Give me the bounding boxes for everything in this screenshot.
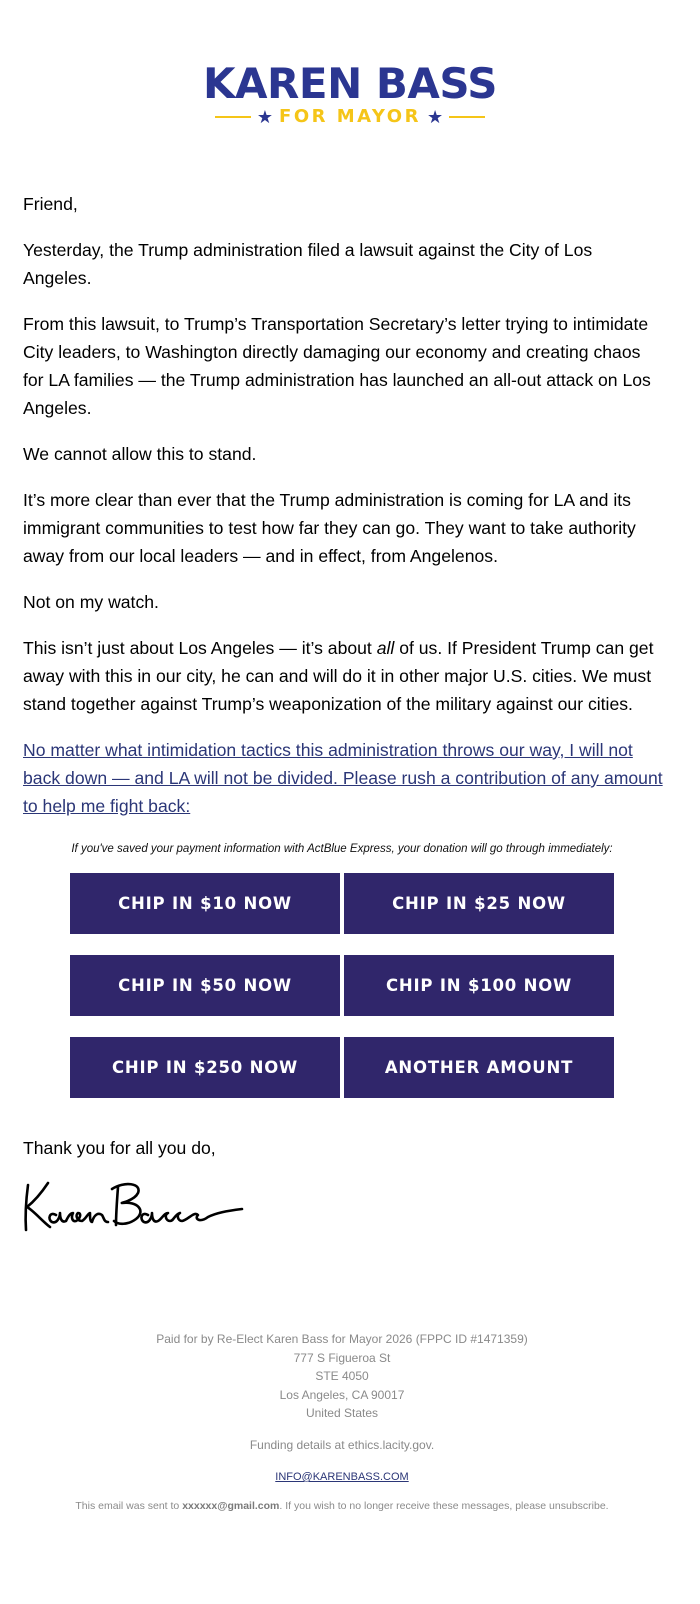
paragraph: We cannot allow this to stand. [23, 444, 257, 464]
closing-line: Thank you for all you do, [23, 1138, 216, 1158]
donate-50-button[interactable]: CHIP IN $50 NOW [70, 955, 340, 1016]
sent-suffix: . If you wish to no longer receive these messages, please unsubscribe. [279, 1499, 609, 1512]
logo-right-rule [449, 116, 485, 118]
contribute-link[interactable]: No matter what intimidation tactics this administration throws our way, I will not back down — and LA will not be divided. Please rush a contribution of any amount to help me fight back: [23, 740, 663, 816]
donate-25-button[interactable]: CHIP IN $25 NOW [344, 873, 614, 934]
contact-email-row [0, 1467, 684, 1487]
logo-left-rule [215, 116, 251, 118]
paragraph: Yesterday, the Trump administration filed a lawsuit against the City of Los Angeles. [23, 240, 593, 288]
recipient-email: xxxxxx@gmail.com [182, 1499, 280, 1512]
paragraph: It’s more clear than ever that the Trump administration is coming for LA and its immigrant communities to test how far they can go. They want to take authority away from our local leaders — and in effect, from Angelenos. [23, 490, 636, 566]
paragraph: Not on my watch. [23, 592, 159, 612]
donate-other-amount-button[interactable]: ANOTHER AMOUNT [344, 1037, 614, 1098]
logo-subline [0, 107, 700, 127]
address-line: STE 4050 [315, 1369, 369, 1383]
paragraph-text: of us. If President Trump can get away with this in our city, he can and will do it in other major U.S. cities. We must stand together against Trump’s weaponization of the military against our cities. [23, 638, 654, 714]
unsubscribe-notice [0, 1497, 684, 1516]
greeting: Friend, [23, 194, 78, 214]
letter-body [23, 190, 663, 838]
paragraph [23, 634, 663, 718]
logo-name: KAREN BASS [203, 59, 497, 108]
campaign-logo [0, 60, 700, 127]
actblue-note: If you've saved your payment information with ActBlue Express, your donation will go through immediately: [71, 843, 613, 855]
sent-prefix: This email was sent to [75, 1499, 183, 1512]
signature-image [20, 1175, 245, 1237]
logo-tagline: FOR MAYOR [279, 106, 421, 127]
emphasis-text: all [376, 638, 395, 658]
address-line: United States [305, 1406, 379, 1420]
address-line: 777 S Figueroa St [293, 1350, 391, 1365]
funding-details: Funding details at ethics.lacity.gov. [249, 1437, 435, 1452]
paragraph-text: This isn’t just about Los Angeles — it’s about [23, 638, 377, 658]
star-icon: ★ [426, 107, 444, 127]
donate-250-button[interactable]: CHIP IN $250 NOW [70, 1037, 340, 1098]
email-footer [0, 1330, 684, 1515]
address-line: Los Angeles, CA 90017 [279, 1387, 405, 1402]
donate-10-button[interactable]: CHIP IN $10 NOW [70, 873, 340, 934]
cta-paragraph [23, 736, 663, 820]
star-icon: ★ [256, 107, 274, 127]
paid-for-disclaimer: Paid for by Re-Elect Karen Bass for Mayor 2026 (FPPC ID #1471359) [156, 1332, 528, 1346]
donate-100-button[interactable]: CHIP IN $100 NOW [344, 955, 614, 1016]
paragraph: From this lawsuit, to Trump’s Transportation Secretary’s letter trying to intimidate City leaders, to Washington directly damaging our economy and creating chaos for LA families — the Trump administration has launched an all-out attack on Los Angeles. [23, 314, 651, 418]
contact-email-link[interactable]: INFO@KARENBASS.COM [275, 1471, 409, 1483]
